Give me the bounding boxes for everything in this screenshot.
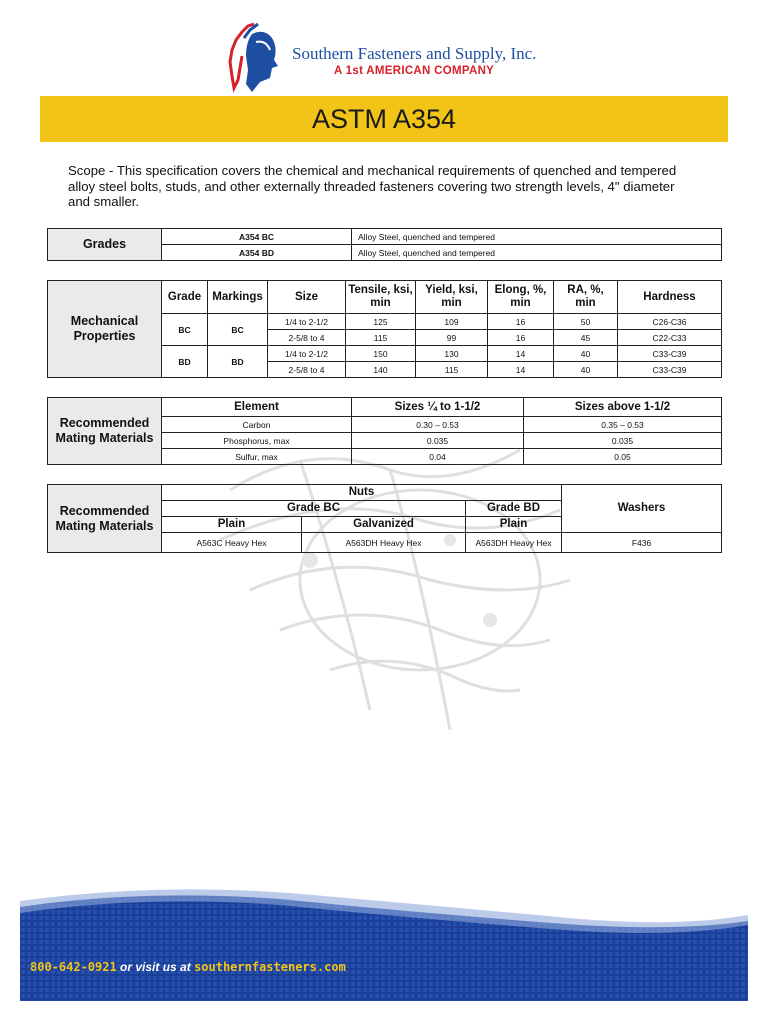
size-cell: 1/4 to 2-1/2 <box>268 346 346 362</box>
mechanical-label: Mechanical Properties <box>48 281 162 378</box>
yield-cell: 115 <box>416 362 488 378</box>
company-name: Southern Fasteners and Supply, Inc. <box>292 44 537 63</box>
washers-header: Washers <box>562 485 722 533</box>
grade-bc-header: Grade BC <box>162 501 466 517</box>
company-tagline: A 1st AMERICAN COMPANY <box>334 65 495 77</box>
watermark-emblem <box>190 430 590 750</box>
value-cell: 0.035 <box>524 433 722 449</box>
tensile-cell: 140 <box>346 362 416 378</box>
chemical-table <box>47 397 722 465</box>
grades-label: Grades <box>48 229 162 261</box>
ra-cell: 50 <box>554 314 618 330</box>
hardness-cell: C26-C36 <box>618 314 722 330</box>
column-header: Grade <box>162 281 208 314</box>
title-band <box>40 96 728 142</box>
column-header: Sizes ¼ to 1-1/2 <box>352 398 524 417</box>
footer-phone[interactable]: 800-642-0921 <box>30 960 117 974</box>
grade-cell: BC <box>162 314 208 346</box>
elong-cell: 14 <box>488 362 554 378</box>
nuts-header: Nuts <box>162 485 562 501</box>
tensile-cell: 125 <box>346 314 416 330</box>
column-header: Sizes above 1-1/2 <box>524 398 722 417</box>
mating-materials-table <box>47 484 722 553</box>
grade-cell: BD <box>162 346 208 378</box>
marking-cell: BD <box>208 346 268 378</box>
page-title: ASTM A354 <box>311 104 457 134</box>
value-cell: 0.035 <box>352 433 524 449</box>
element-cell: Phosphorus, max <box>162 433 352 449</box>
marking-cell: BC <box>208 314 268 346</box>
plain-header: Plain <box>162 517 302 533</box>
tensile-cell: 150 <box>346 346 416 362</box>
grades-table <box>47 228 722 261</box>
footer-contact <box>30 960 346 974</box>
value-cell: 0.04 <box>352 449 524 465</box>
mating-value-cell: A563DH Heavy Hex <box>466 533 562 553</box>
grade-desc-cell: Alloy Steel, quenched and tempered <box>352 229 722 245</box>
size-cell: 1/4 to 2-1/2 <box>268 314 346 330</box>
elong-cell: 14 <box>488 346 554 362</box>
tensile-cell: 115 <box>346 330 416 346</box>
footer-middle-text: or visit us at <box>116 960 195 974</box>
elong-cell: 16 <box>488 330 554 346</box>
mating-value-cell: F436 <box>562 533 722 553</box>
element-cell: Sulfur, max <box>162 449 352 465</box>
value-cell: 0.30 – 0.53 <box>352 417 524 433</box>
grade-bd-header: Grade BD <box>466 501 562 517</box>
mating-value-cell: A563C Heavy Hex <box>162 533 302 553</box>
hardness-cell: C22-C33 <box>618 330 722 346</box>
column-header: Size <box>268 281 346 314</box>
footer-website-link[interactable]: southernfasteners.com <box>194 960 346 974</box>
footer-wave-banner <box>20 885 748 1001</box>
indian-head-logo-icon <box>224 20 288 94</box>
hardness-cell: C33-C39 <box>618 346 722 362</box>
mating-label: Recommended Mating Materials <box>48 485 162 553</box>
yield-cell: 130 <box>416 346 488 362</box>
chemical-label: Recommended Mating Materials <box>48 398 162 465</box>
column-header: Tensile, ksi, min <box>346 281 416 314</box>
column-header: Elong, %, min <box>488 281 554 314</box>
value-cell: 0.05 <box>524 449 722 465</box>
elong-cell: 16 <box>488 314 554 330</box>
ra-cell: 40 <box>554 346 618 362</box>
company-logo <box>224 20 564 98</box>
ra-cell: 40 <box>554 362 618 378</box>
size-cell: 2-5/8 to 4 <box>268 362 346 378</box>
value-cell: 0.35 – 0.53 <box>524 417 722 433</box>
ra-cell: 45 <box>554 330 618 346</box>
column-header: Markings <box>208 281 268 314</box>
column-header: RA, %, min <box>554 281 618 314</box>
column-header: Element <box>162 398 352 417</box>
plain-header: Plain <box>466 517 562 533</box>
mechanical-properties-table <box>47 280 722 378</box>
grade-cell: A354 BD <box>162 245 352 261</box>
yield-cell: 99 <box>416 330 488 346</box>
galvanized-header: Galvanized <box>302 517 466 533</box>
hardness-cell: C33-C39 <box>618 362 722 378</box>
yield-cell: 109 <box>416 314 488 330</box>
mating-value-cell: A563DH Heavy Hex <box>302 533 466 553</box>
column-header: Yield, ksi, min <box>416 281 488 314</box>
scope-text: Scope - This specification covers the chemical and mechanical requirements of quenched and tempered alloy steel bolts, studs, and other externally threaded fasteners covering two strength levels, 4" diameter and smaller. <box>68 163 677 209</box>
column-header: Hardness <box>618 281 722 314</box>
grade-desc-cell: Alloy Steel, quenched and tempered <box>352 245 722 261</box>
grade-cell: A354 BC <box>162 229 352 245</box>
size-cell: 2-5/8 to 4 <box>268 330 346 346</box>
element-cell: Carbon <box>162 417 352 433</box>
